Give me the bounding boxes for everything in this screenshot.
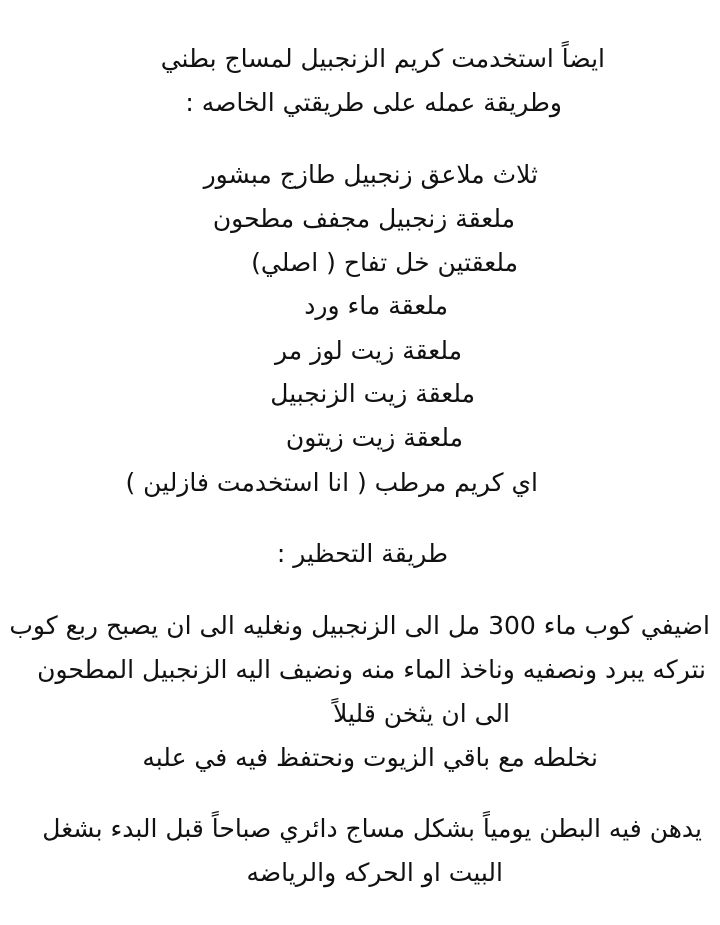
intro-line-2: وطريقة عمله على طريقتي الخاصه : — [185, 88, 562, 117]
ingredient-item: ملعقتين خل تفاح ( اصلي) — [251, 248, 518, 277]
ingredient-item: ملعقة زيت الزنجبيل — [270, 379, 475, 408]
ingredient-item: ملعقة زنجبيل مجفف مطحون — [212, 204, 515, 233]
method-heading: طريقة التحظير : — [276, 539, 448, 568]
ingredient-item: اي كريم مرطب ( انا استخدمت فازلين ) — [125, 468, 538, 497]
ingredient-item: ملعقة ماء ورد — [304, 291, 448, 320]
usage-line: يدهن فيه البطن يومياً بشكل مساج دائري صباحاً قبل البدء بشغل — [42, 814, 702, 843]
method-step: الى ان يثخن قليلاً — [333, 699, 510, 728]
method-step: نتركه يبرد ونصفيه وناخذ الماء منه ونضيف اليه الزنجبيل المطحون — [37, 655, 706, 684]
method-step: اضيفي كوب ماء 300 مل الى الزنجبيل ونغليه الى ان يصبح ربع كوب — [9, 611, 710, 640]
method-step: نخلطه مع باقي الزيوت ونحتفظ فيه في علبه — [142, 743, 598, 772]
ingredient-item: ملعقة زيت زيتون — [285, 423, 463, 452]
ingredient-item: ملعقة زيت لوز مر — [275, 336, 462, 365]
ingredient-item: ثلاث ملاعق زنجبيل طازج مبشور — [203, 160, 538, 189]
usage-line: البيت او الحركه والرياضه — [246, 858, 503, 887]
intro-line-1: ايضاً استخدمت كريم الزنجبيل لمساج بطني — [160, 44, 605, 73]
